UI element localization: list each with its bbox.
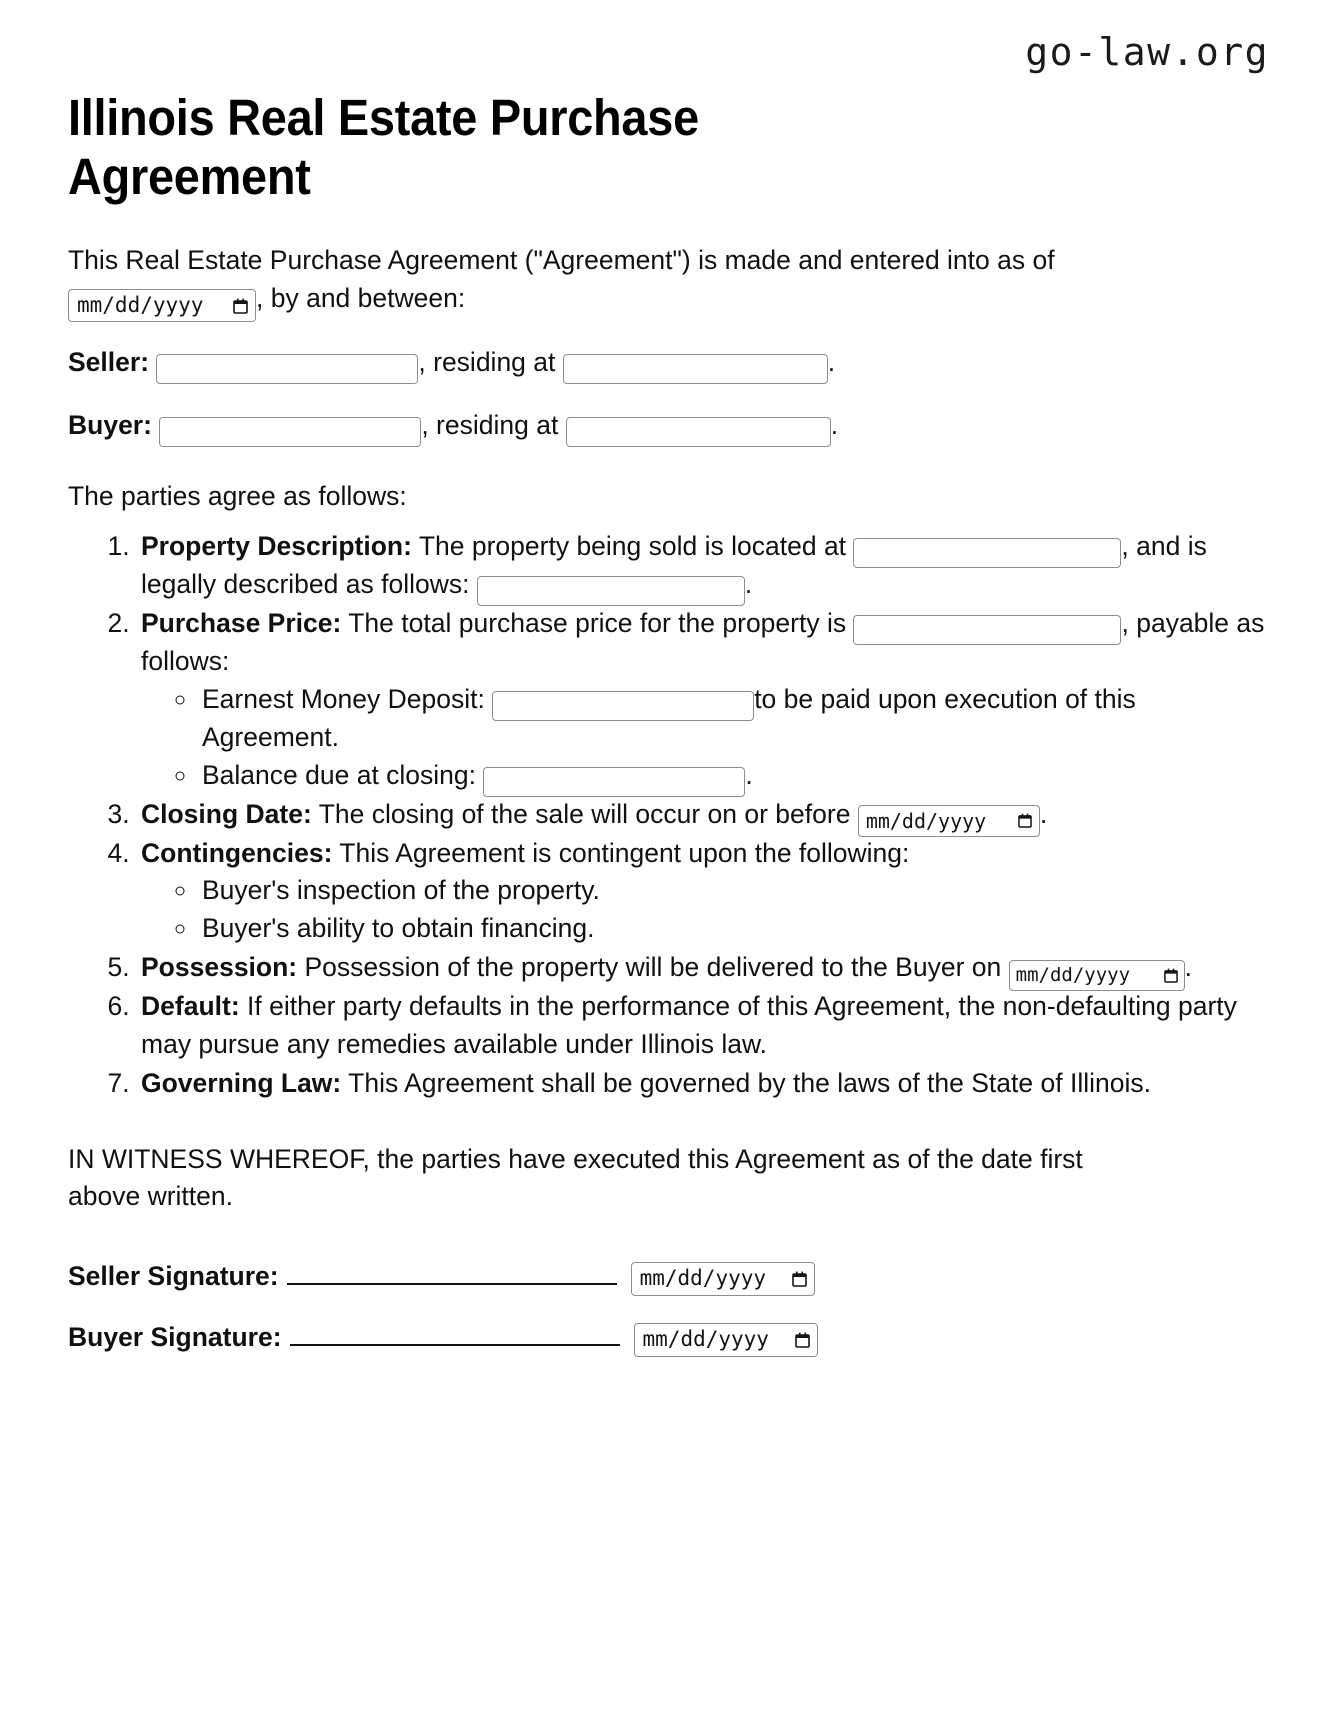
term-1-text-c: and is legally described as follows: (141, 531, 1207, 600)
term-contingencies (137, 835, 1271, 949)
term-property-description (137, 528, 1271, 604)
closing-date-placeholder: mm/dd/yyyy (865, 808, 987, 833)
seller-signature-label: Seller Signature: (68, 1261, 279, 1292)
closing-date-input[interactable] (858, 805, 1040, 837)
term-2-text-a: The total purchase price for the property is (348, 608, 847, 639)
term-1-label: Property Description: (141, 531, 412, 562)
calendar-icon[interactable] (1018, 813, 1032, 828)
site-watermark: go-law.org (1025, 30, 1269, 74)
earnest-money-label: Earnest Money Deposit: (202, 684, 485, 714)
page-title: Illinois Real Estate Purchase Agreement (68, 89, 699, 206)
term-6-label: Default: (141, 991, 240, 1022)
balance-due-input[interactable] (483, 767, 745, 797)
seller-signature-row (68, 1258, 1271, 1296)
term-7-label: Governing Law: (141, 1067, 342, 1098)
buyer-residing-text: , residing at (421, 410, 559, 441)
intro-text-before-date: This Real Estate Purchase Agreement ("Agreement") is made and entered into as of (68, 245, 1055, 276)
term-governing-law (137, 1065, 1271, 1103)
buyer-signature-date-placeholder: mm/dd/yyyy (642, 1326, 769, 1351)
calendar-icon[interactable] (792, 1271, 807, 1287)
earnest-money-input[interactable] (492, 691, 754, 721)
term-7-text-a: This Agreement shall be governed by the laws of the State of Illinois. (348, 1067, 1151, 1098)
contingencies-sublist (141, 872, 1271, 948)
buyer-label: Buyer: (68, 410, 152, 441)
term-2-text-b: , (1121, 608, 1129, 639)
calendar-icon[interactable] (233, 298, 248, 314)
agree-line: The parties agree as follows: (68, 480, 407, 511)
term-5-text-a: Possession of the property will be delivered to the Buyer on (304, 952, 1002, 983)
terms-list (68, 528, 1271, 1102)
term-default (137, 988, 1271, 1064)
intro-text-after-date: , by and between: (256, 282, 466, 313)
agreement-date-placeholder: mm/dd/yyyy (77, 292, 204, 317)
payment-sublist (141, 681, 1271, 795)
term-5-text-b: . (1184, 952, 1193, 983)
witness-paragraph: IN WITNESS WHEREOF, the parties have executed this Agreement as of the date first above written. (68, 1143, 1083, 1212)
buyer-row (68, 407, 1271, 445)
seller-residing-text: , residing at (418, 346, 556, 377)
term-closing-date (137, 796, 1271, 834)
term-purchase-price (137, 605, 1271, 794)
seller-signature-date-input[interactable] (631, 1262, 815, 1296)
possession-date-input[interactable] (1009, 960, 1185, 991)
term-4-label: Contingencies: (141, 837, 333, 868)
term-3-text-a: The closing of the sale will occur on or before (318, 798, 851, 829)
seller-name-input[interactable] (156, 354, 418, 384)
calendar-icon[interactable] (1164, 968, 1178, 983)
sub-earnest-money (199, 681, 1271, 757)
signature-block (68, 1258, 1271, 1357)
term-5-label: Possession: (141, 952, 298, 983)
possession-date-placeholder: mm/dd/yyyy (1015, 964, 1131, 987)
sub-inspection: ◦ Buyer's inspection of the property. (199, 872, 1271, 910)
term-1-text-d: . (744, 569, 753, 600)
balance-due-text-b: . (745, 759, 753, 790)
term-3-text-b: . (1039, 798, 1048, 829)
intro-paragraph (68, 242, 1271, 317)
buyer-signature-date-input[interactable] (634, 1323, 818, 1357)
buyer-signature-line[interactable] (290, 1324, 620, 1346)
seller-row (68, 344, 1271, 382)
term-possession (137, 949, 1271, 987)
buyer-signature-label: Buyer Signature: (68, 1321, 282, 1352)
buyer-row-period: . (830, 410, 839, 441)
buyer-signature-row (68, 1319, 1271, 1357)
term-1-text-a: The property being sold is located at (418, 531, 847, 562)
buyer-name-input[interactable] (159, 417, 421, 447)
buyer-address-input[interactable] (566, 417, 831, 447)
seller-address-input[interactable] (563, 354, 828, 384)
term-2-label: Purchase Price: (141, 608, 342, 639)
seller-signature-line[interactable] (287, 1263, 617, 1285)
term-6-text-a: If either party defaults in the performance of this Agreement, the non-defaulting party may pursue any remedies available under Illinois law. (141, 991, 1237, 1060)
term-1-text-b: , (1121, 531, 1129, 562)
term-2-text-c: payable as follows: (141, 608, 1265, 677)
legal-description-input[interactable] (477, 576, 745, 606)
sub-balance-due (199, 757, 1271, 795)
document-body (68, 242, 1271, 1357)
purchase-price-input[interactable] (853, 615, 1121, 645)
earnest-money-text-b: to be paid upon execution of this Agreement. (202, 684, 1136, 752)
balance-due-label: Balance due at closing: (202, 759, 477, 790)
agreement-date-input[interactable] (68, 289, 256, 322)
seller-row-period: . (827, 346, 836, 377)
sub-financing: ◦ Buyer's ability to obtain financing. (199, 910, 1271, 948)
seller-label: Seller: (68, 346, 150, 377)
term-4-text-a: This Agreement is contingent upon the following: (339, 837, 910, 868)
calendar-icon[interactable] (795, 1332, 810, 1348)
property-location-input[interactable] (853, 538, 1121, 568)
seller-signature-date-placeholder: mm/dd/yyyy (639, 1266, 767, 1291)
term-3-label: Closing Date: (141, 798, 312, 829)
